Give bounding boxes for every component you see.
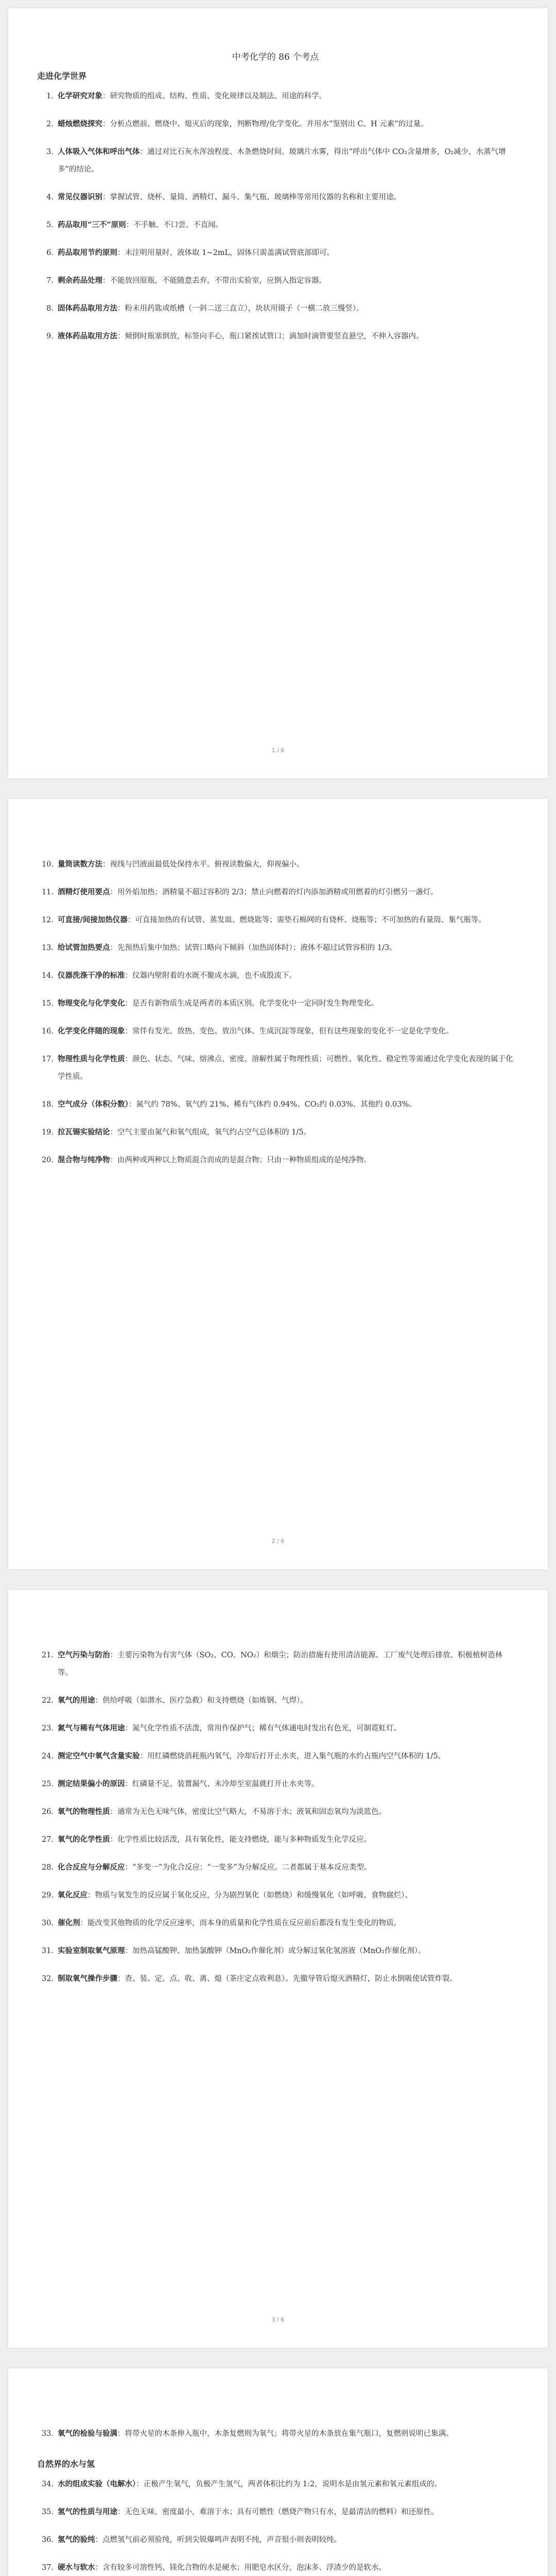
section-heading: 自然界的水与氢 (37, 2459, 95, 2469)
item-text: ：通常为无色无味气体，密度比空气略大，不易溶于水；液氧和固态氧均为淡蓝色。 (110, 1808, 386, 1816)
document-page (8, 1590, 548, 2348)
item-keyword: 可直接/间接加热仪器 (58, 916, 128, 924)
item-text: ：物质与氧发生的反应属于氧化反应，分为剧烈氧化（如燃烧）和缓慢氧化（如呼吸、食物腐烂）。 (88, 1891, 412, 1900)
item-keyword: 人体吸入气体和呼出气体 (58, 147, 140, 156)
key-point-item (37, 2425, 514, 2443)
item-text: ：供给呼吸（如潜水、医疗急救）和支持燃烧（如炼钢、气焊）。 (95, 1697, 308, 1705)
key-point-item (37, 88, 514, 105)
key-point-item (37, 2503, 514, 2521)
item-text: ：将带火星的木条伸入瓶中，木条复燃则为氧气；将带火星的木条放在集气瓶口，复燃则说明已集满。 (117, 2430, 454, 2438)
key-point-item (37, 911, 514, 929)
item-keyword: 给试管加热要点 (58, 943, 110, 952)
key-point-item (37, 1023, 514, 1040)
item-text: ：通过对比石灰水浑浊程度、木条燃烧时间、玻璃片水雾，得出“呼出气体中 CO₂含量增多，O₂减少，水蒸气增多”的结论。 (58, 148, 506, 174)
item-keyword: 氧气的用途 (58, 1696, 95, 1705)
item-keyword: 氧化反应 (58, 1891, 88, 1900)
item-keyword: 混合物与纯净物 (58, 1156, 110, 1164)
item-keyword: 氢气的性质与用途 (58, 2507, 117, 2516)
item-number: 13. (41, 944, 54, 952)
item-keyword: 测定结果偏小的原因 (58, 1780, 125, 1788)
item-text: ：红磷量不足、装置漏气、未冷却至室温就打开止水夹等。 (125, 1780, 319, 1788)
document-page (8, 2368, 548, 2576)
item-text: ：不能放回原瓶，不能随意丢弃，不带出实验室，应倒入指定容器。 (102, 277, 326, 285)
item-keyword: 蜡烛燃烧探究 (58, 120, 102, 128)
document-page (8, 799, 548, 1569)
item-text: ：可直接加热的有试管、蒸发皿、燃烧匙等；需垫石棉网的有烧杯、烧瓶等；不可加热的有量筒、集气瓶等。 (127, 916, 486, 924)
key-point-item (37, 1942, 514, 1960)
key-point-item (37, 856, 514, 873)
item-keyword: 硬水与软水 (58, 2563, 95, 2572)
item-number: 19. (41, 1128, 54, 1137)
item-keyword: 氧气的化学性质 (58, 1835, 110, 1844)
key-point-item (37, 967, 514, 985)
item-keyword: 量筒读数方法 (58, 860, 102, 869)
key-point-list (37, 2425, 514, 2443)
item-number: 24. (41, 1752, 54, 1760)
item-number: 2. (46, 120, 54, 128)
key-point-item (37, 1050, 514, 1086)
key-point-item (37, 2531, 514, 2549)
item-text: ：是否有新物质生成是两者的本质区别。化学变化中一定同时发生物理变化。 (125, 999, 379, 1008)
item-number: 21. (41, 1651, 54, 1659)
key-point-item (37, 1970, 514, 1988)
item-number: 6. (46, 249, 54, 257)
item-text: ：“多变一”为化合反应；“一变多”为分解反应。二者都属于基本反应类型。 (125, 1863, 372, 1872)
item-keyword: 空气污染与防治 (58, 1651, 110, 1659)
item-number: 9. (46, 332, 54, 341)
key-point-item (37, 300, 514, 317)
item-keyword: 酒精灯使用要点 (58, 888, 110, 896)
key-point-item (37, 1692, 514, 1709)
key-point-item (37, 1914, 514, 1932)
item-text: ：倾倒时瓶塞倒放，标签向手心，瓶口紧挨试管口；滴加时滴管要竖直悬空，不伸入容器内。 (117, 332, 424, 341)
item-keyword: 化合反应与分解反应 (58, 1863, 125, 1872)
item-keyword: 氧气的检验与验满 (58, 2429, 117, 2438)
item-keyword: 剩余药品处理 (58, 276, 102, 285)
item-number: 29. (41, 1891, 54, 1900)
item-number: 28. (41, 1863, 54, 1872)
item-keyword: 固体药品取用方法 (58, 304, 117, 313)
item-number: 3. (46, 148, 54, 156)
item-text: ：视线与凹液面最低处保持水平。俯视读数偏大，仰视偏小。 (102, 860, 304, 869)
page-number: 2 / 6 (271, 1538, 285, 1545)
item-number: 18. (41, 1100, 54, 1109)
key-point-item (37, 1096, 514, 1113)
item-keyword: 药品取用“三不”原则 (58, 221, 126, 229)
item-number: 8. (46, 304, 54, 313)
item-number: 35. (41, 2508, 54, 2516)
key-point-item (37, 1748, 514, 1765)
item-number: 15. (41, 999, 54, 1008)
item-text: ：点燃氢气前必须验纯，听到尖锐爆鸣声表明不纯，声音很小则表明较纯。 (95, 2536, 341, 2544)
item-text: ：未注明用量时，液体取 1~2mL，固体只需盖满试管底部即可。 (117, 249, 335, 257)
key-point-item (37, 1831, 514, 1849)
item-keyword: 实验室制取氧气原理 (58, 1946, 125, 1955)
item-text: ：掌握试管、烧杯、量筒、酒精灯、漏斗、集气瓶、玻璃棒等常用仪器的名称和主要用途。 (102, 193, 401, 201)
key-point-list (37, 856, 514, 1169)
item-text: ：分析点燃前、燃烧中、熄灭后的现象，判断物理/化学变化。并用水“鉴别出 C、H 元素”的过量。 (102, 120, 428, 128)
key-point-list (37, 2476, 514, 2576)
item-number: 12. (41, 916, 54, 924)
item-number: 36. (41, 2536, 54, 2544)
item-number: 30. (41, 1919, 54, 1927)
item-keyword: 氮气与稀有气体用途 (58, 1724, 125, 1733)
item-text: ：用外焰加热；酒精量不超过容积的 2/3；禁止向燃着的灯内添加酒精或用燃着的灯引燃另一盏灯。 (110, 888, 438, 896)
item-keyword: 空气成分（体积分数） (58, 1100, 129, 1109)
key-point-item (37, 995, 514, 1012)
item-keyword: 水的组成实验（电解水） (58, 2480, 136, 2488)
item-keyword: 制取氧气操作步骤 (58, 1974, 117, 1983)
item-number: 33. (41, 2430, 54, 2438)
item-number: 27. (41, 1836, 54, 1844)
item-number: 14. (41, 972, 54, 980)
item-text: ：加热高锰酸钾、加热氯酸钾（MnO₂作催化剂）或分解过氧化氢溶液（MnO₂作催化剂）。 (125, 1947, 426, 1955)
key-point-list (37, 88, 514, 345)
key-point-item (37, 1775, 514, 1793)
page-number: 1 / 6 (271, 747, 285, 754)
item-number: 4. (46, 193, 54, 201)
item-keyword: 氧气的物理性质 (58, 1807, 110, 1816)
key-point-item (37, 115, 514, 133)
item-keyword: 测定空气中氧气含量实验 (58, 1752, 140, 1760)
key-point-item (37, 244, 514, 262)
item-number: 23. (41, 1724, 54, 1733)
key-point-item (37, 1647, 514, 1682)
item-keyword: 常见仪器识别 (58, 193, 102, 201)
item-number: 26. (41, 1808, 54, 1816)
item-text: ：含有较多可溶性钙、镁化合物的水是硬水；用肥皂水区分，泡沫多、浮渣少的是软水。 (95, 2564, 386, 2572)
item-text: ：无色无味，密度最小，难溶于水；具有可燃性（燃烧产物只有水，是最清洁的燃料）和还原性。 (117, 2508, 439, 2516)
key-point-item (37, 1151, 514, 1169)
key-point-item (37, 216, 514, 234)
item-keyword: 物理性质与化学性质 (58, 1055, 125, 1063)
key-point-item (37, 1859, 514, 1876)
item-number: 10. (41, 860, 54, 869)
item-text: ：由两种或两种以上物质混合而成的是混合物；只由一种物质组成的是纯净物。 (110, 1156, 371, 1164)
document-title: 中考化学的 86 个考点 (232, 52, 319, 62)
document-page (8, 8, 548, 778)
key-point-item (37, 939, 514, 957)
item-text: ：颜色、状态、气味、熔沸点、密度、溶解性属于物理性质；可燃性、氧化性、稳定性等需通过化学变化表现的属于化学性质。 (58, 1055, 513, 1081)
item-text: ：仪器内壁附着的水既不聚成水滴，也不成股流下。 (125, 972, 297, 980)
item-keyword: 氢气的验纯 (58, 2535, 95, 2544)
item-number: 32. (41, 1975, 54, 1983)
item-number: 11. (41, 888, 54, 896)
item-text: ：先预热后集中加热；试管口略向下倾斜（加热固体时）；液体不超过试管容积的 1/3。 (110, 944, 397, 952)
item-text: ：常伴有发光、放热、变色、放出气体、生成沉淀等现象，但有这些现象的变化不一定是化学变化。 (125, 1027, 454, 1036)
item-number: 34. (41, 2480, 54, 2488)
item-text: ：正极产生氧气，负极产生氢气，两者体积比约为 1:2，说明水是由氢元素和氧元素组成的。 (136, 2480, 442, 2488)
item-number: 5. (46, 221, 54, 229)
item-text: ：空气主要由氮气和氧气组成，氧气约占空气总体积的 1/5。 (110, 1128, 311, 1137)
key-point-item (37, 189, 514, 206)
section-heading: 走进化学世界 (37, 71, 87, 81)
item-keyword: 仪器洗涤干净的标准 (58, 971, 125, 980)
key-point-list (37, 1647, 514, 1988)
item-number: 25. (41, 1780, 54, 1788)
item-keyword: 物理变化与化学变化 (58, 999, 125, 1008)
item-keyword: 液体药品取用方法 (58, 332, 117, 341)
key-point-item (37, 1803, 514, 1821)
item-number: 31. (41, 1947, 54, 1955)
item-number: 20. (41, 1156, 54, 1164)
item-number: 37. (41, 2564, 54, 2572)
item-number: 17. (41, 1055, 54, 1063)
key-point-item (37, 884, 514, 901)
item-number: 7. (46, 277, 54, 285)
key-point-item (37, 2559, 514, 2576)
item-text: ：用红磷燃烧消耗瓶内氧气，冷却后打开止水夹，进入集气瓶的水约占瓶内空气体积的 1/5。 (140, 1752, 445, 1760)
item-keyword: 化学变化伴随的现象 (58, 1027, 125, 1036)
item-text: ：能改变其他物质的化学反应速率，而本身的质量和化学性质在反应前后都没有发生变化的物质。 (80, 1919, 401, 1927)
item-text: ：氮气约 78%、氧气约 21%、稀有气体约 0.94%、CO₂约 0.03%、其他约 0.03%。 (128, 1100, 416, 1109)
key-point-item (37, 1720, 514, 1737)
item-text: ：研究物质的组成、结构、性质、变化规律以及制法、用途的科学。 (102, 92, 326, 100)
item-text: ：不手触、不口尝、不直闻。 (126, 221, 223, 229)
item-number: 22. (41, 1697, 54, 1705)
item-text: ：粉末用药匙或纸槽（一斜二送三直立），块状用镊子（一横二放三慢竖）。 (117, 304, 364, 313)
item-keyword: 药品取用节约原则 (58, 248, 117, 257)
key-point-item (37, 272, 514, 290)
item-keyword: 化学研究对象 (58, 92, 102, 100)
key-point-item (37, 328, 514, 345)
item-number: 1. (46, 92, 54, 100)
key-point-item (37, 1887, 514, 1904)
key-point-item (37, 2476, 514, 2493)
item-text: ：查、装、定、点、收、离、熄（茶庄定点收利息）。先撤导管后熄灭酒精灯，防止水倒吸使试管炸裂。 (117, 1975, 457, 1983)
item-text: ：主要污染物为有害气体（SO₂、CO、NO₂）和烟尘；防治措施有使用清洁能源、工厂废气处理后排放、积极植树造林等。 (58, 1651, 502, 1677)
item-text: ：化学性质比较活泼，具有氧化性，能支持燃烧，能与多种物质发生化学反应。 (110, 1836, 371, 1844)
item-keyword: 催化剂 (58, 1919, 80, 1927)
key-point-item (37, 1124, 514, 1141)
item-number: 16. (41, 1027, 54, 1036)
key-point-item (37, 143, 514, 178)
item-keyword: 拉瓦锡实验结论 (58, 1128, 110, 1137)
item-text: ：氮气化学性质不活泼，常用作保护气；稀有气体通电时发出有色光，可制霓虹灯。 (125, 1724, 401, 1733)
page-number: 3 / 6 (271, 2316, 285, 2323)
